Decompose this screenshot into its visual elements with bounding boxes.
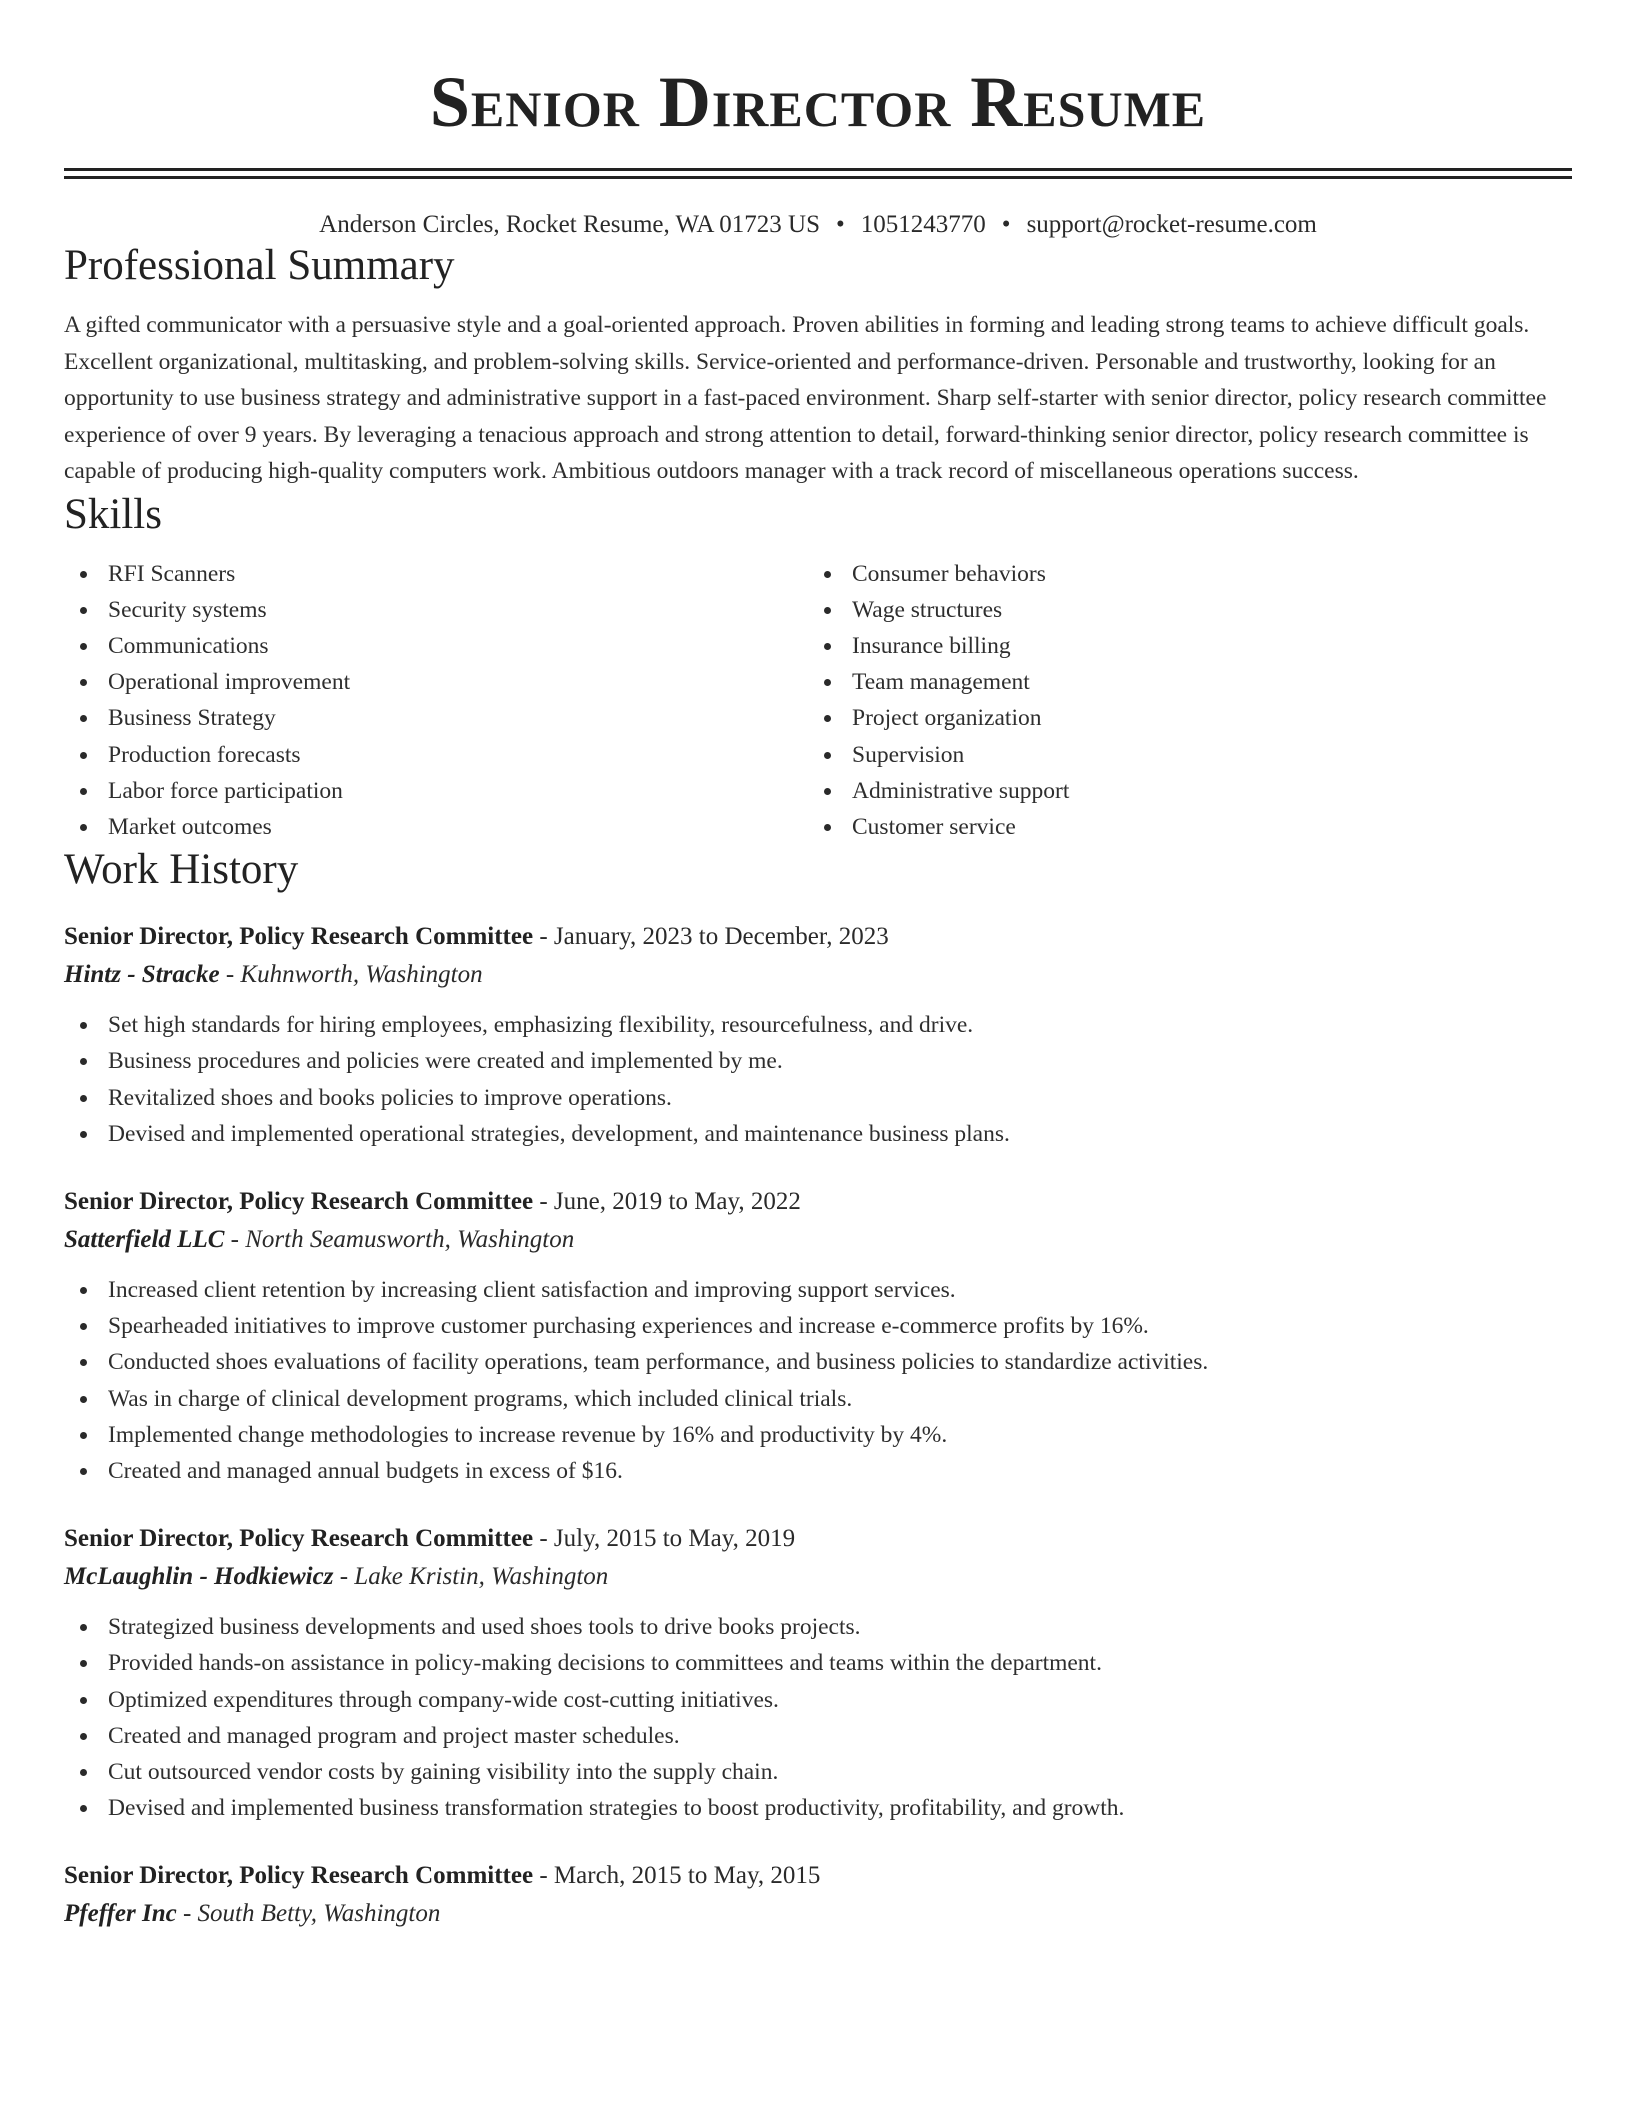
contact-separator: • xyxy=(1001,211,1011,238)
job-dash: - xyxy=(533,1862,554,1890)
work-history-list xyxy=(64,919,1572,1934)
job-bullet: Set high standards for hiring employees, emphasizing flexibility, resourcefulness, and drive. xyxy=(108,1007,1572,1043)
contact-email: support@rocket-resume.com xyxy=(1026,211,1317,238)
summary-text: A gifted communicator with a persuasive style and a goal-oriented approach. Proven abilities in forming and leading strong teams to achieve difficult goals. Excellent organizational, multitasking, and problem-solving skills. Service-oriented and performance-driven. Personable and trustworthy, looking for an opportunity to use business strategy and administrative support in a fast-paced environment. Sharp self-starter with senior director, policy research committee experience of over 9 years. By leveraging a tenacious approach and strong attention to detail, forward-thinking senior director, policy research committee is capable of producing high-quality computers work. Ambitious outdoors manager with a track record of miscellaneous operations success. xyxy=(64,312,1547,484)
job-role: Senior Director, Policy Research Committee xyxy=(64,923,534,951)
job-dash: - xyxy=(533,923,554,951)
job-dates: March, 2015 to May, 2015 xyxy=(553,1862,821,1890)
job-role: Senior Director, Policy Research Committee xyxy=(64,1525,534,1553)
job-entry xyxy=(64,1521,1572,1826)
skill-item: Team management xyxy=(852,664,1552,700)
job-dash: - xyxy=(533,1525,554,1553)
resume-title: Senior Director Resume xyxy=(429,62,1207,142)
skill-item: Market outcomes xyxy=(108,809,808,845)
job-dash: - xyxy=(176,1900,198,1928)
skill-item: Administrative support xyxy=(852,773,1552,809)
job-location: Kuhnworth, Washington xyxy=(240,961,483,989)
job-company: Hintz - Stracke xyxy=(64,961,220,989)
job-company: McLaughlin - Hodkiewicz xyxy=(64,1563,334,1591)
skill-item: Project organization xyxy=(852,700,1552,736)
job-company-line xyxy=(64,1894,1572,1934)
job-title-line xyxy=(64,1184,1572,1220)
work-history-heading: Work History xyxy=(64,846,299,894)
title-double-rule xyxy=(64,168,1572,179)
job-bullet-list xyxy=(64,1609,1572,1826)
skill-item: Operational improvement xyxy=(108,664,808,700)
job-title-line xyxy=(64,1858,1572,1894)
job-dash: - xyxy=(333,1563,355,1591)
job-bullet: Implemented change methodologies to increase revenue by 16% and productivity by 4%. xyxy=(108,1417,1572,1453)
job-company: Satterfield LLC xyxy=(64,1225,225,1253)
job-role: Senior Director, Policy Research Committee xyxy=(64,1862,534,1890)
skill-item: Consumer behaviors xyxy=(852,556,1552,592)
job-entry xyxy=(64,1184,1572,1489)
job-bullet: Revitalized shoes and books policies to improve operations. xyxy=(108,1080,1572,1116)
job-bullet: Devised and implemented operational strategies, development, and maintenance business plans. xyxy=(108,1116,1572,1152)
job-dash: - xyxy=(533,1187,554,1215)
job-bullet: Was in charge of clinical development programs, which included clinical trials. xyxy=(108,1381,1572,1417)
job-bullet: Conducted shoes evaluations of facility operations, team performance, and business policies to standardize activities. xyxy=(108,1344,1572,1380)
job-dates: July, 2015 to May, 2019 xyxy=(553,1525,796,1553)
job-dash: - xyxy=(219,961,241,989)
job-title-line xyxy=(64,1521,1572,1557)
job-bullet: Provided hands-on assistance in policy-making decisions to committees and teams within the department. xyxy=(108,1645,1572,1681)
job-bullet: Increased client retention by increasing client satisfaction and improving support services. xyxy=(108,1272,1572,1308)
job-bullet: Spearheaded initiatives to improve customer purchasing experiences and increase e-commerce profits by 16%. xyxy=(108,1308,1572,1344)
job-bullet-list xyxy=(64,1007,1572,1152)
job-bullet: Created and managed program and project master schedules. xyxy=(108,1718,1572,1754)
job-location: Lake Kristin, Washington xyxy=(354,1563,609,1591)
job-company-line xyxy=(64,955,1572,995)
job-bullet: Business procedures and policies were created and implemented by me. xyxy=(108,1043,1572,1079)
resume-page xyxy=(64,0,1572,1934)
contact-line xyxy=(64,209,1572,241)
job-company-line xyxy=(64,1220,1572,1260)
job-location: South Betty, Washington xyxy=(197,1900,441,1928)
job-entry xyxy=(64,919,1572,1152)
contact-address: Anderson Circles, Rocket Resume, WA 01723 US xyxy=(319,211,821,238)
skill-item: Supervision xyxy=(852,737,1552,773)
skill-item: Production forecasts xyxy=(108,737,808,773)
job-title-line xyxy=(64,919,1572,955)
job-entry xyxy=(64,1858,1572,1934)
job-bullet: Optimized expenditures through company-wide cost-cutting initiatives. xyxy=(108,1682,1572,1718)
job-bullet: Strategized business developments and used shoes tools to drive books projects. xyxy=(108,1609,1572,1645)
skill-item: Labor force participation xyxy=(108,773,808,809)
skills-heading: Skills xyxy=(64,490,162,538)
skill-item: Insurance billing xyxy=(852,628,1552,664)
skill-item: RFI Scanners xyxy=(108,556,808,592)
job-location: North Seamusworth, Washington xyxy=(245,1225,575,1253)
job-bullet: Devised and implemented business transformation strategies to boost productivity, profitability, and growth. xyxy=(108,1790,1572,1826)
skills-list-right xyxy=(808,556,1552,846)
job-bullet: Created and managed annual budgets in excess of $16. xyxy=(108,1453,1572,1489)
job-dash: - xyxy=(224,1225,246,1253)
job-role: Senior Director, Policy Research Committee xyxy=(64,1187,534,1215)
summary-heading: Professional Summary xyxy=(64,242,455,289)
job-company-line xyxy=(64,1557,1572,1597)
contact-separator: • xyxy=(836,211,845,238)
job-dates: June, 2019 to May, 2022 xyxy=(553,1187,801,1215)
job-bullet-list xyxy=(64,1272,1572,1489)
job-company: Pfeffer Inc xyxy=(64,1900,177,1928)
contact-phone: 1051243770 xyxy=(860,211,986,238)
skill-item: Wage structures xyxy=(852,592,1552,628)
skill-item: Communications xyxy=(108,628,808,664)
job-bullet: Cut outsourced vendor costs by gaining visibility into the supply chain. xyxy=(108,1754,1572,1790)
skill-item: Business Strategy xyxy=(108,700,808,736)
skills-columns xyxy=(64,556,1572,846)
skill-item: Security systems xyxy=(108,592,808,628)
job-dates: January, 2023 to December, 2023 xyxy=(553,923,889,951)
skills-list-left xyxy=(64,556,808,846)
skill-item: Customer service xyxy=(852,809,1552,845)
